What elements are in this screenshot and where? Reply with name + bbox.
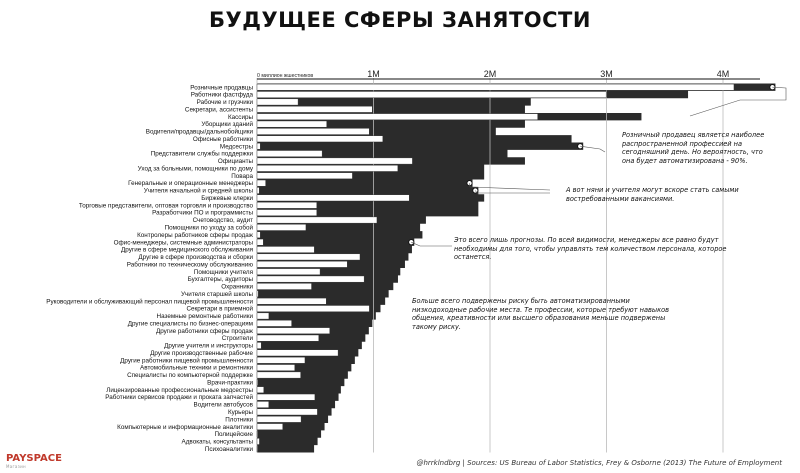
category-label-24: Работники по техническому обслуживанию [126, 261, 253, 269]
automation-bar-40 [257, 379, 258, 385]
category-label-15: Биржевые клерки [201, 194, 253, 202]
category-label-8: Медсестры [219, 143, 253, 151]
category-label-46: Компьютерные и информационные аналитики [117, 423, 253, 431]
category-label-29: Руководители и обслуживающий персонал пищевой промышленности [46, 298, 253, 306]
category-label-7: Офисные работники [192, 135, 253, 143]
automation-bar-45 [257, 416, 301, 422]
automation-bar-0 [257, 84, 734, 90]
x-tick-label-1: 1M [367, 69, 380, 79]
category-label-34: Строители [221, 335, 253, 343]
automation-bar-24 [257, 261, 347, 267]
category-label-2: Рабочие и грузчики [196, 99, 253, 107]
category-label-42: Работники сервисов продажи и проката запчастей [105, 394, 253, 402]
automation-bar-12 [257, 173, 352, 179]
category-label-13: Генеральные и операционные менеджеры [128, 180, 253, 188]
automation-bar-35 [257, 342, 261, 348]
automation-bar-44 [257, 409, 317, 415]
automation-bar-37 [257, 357, 305, 363]
automation-bar-6 [257, 128, 369, 134]
automation-bar-30 [257, 305, 369, 311]
automation-bar-20 [257, 232, 260, 238]
leader-line-21 [411, 242, 452, 246]
leader-line-8 [580, 146, 605, 152]
marker-21 [409, 240, 414, 245]
automation-bar-13 [257, 180, 266, 186]
marker-14 [473, 188, 478, 193]
category-label-6: Водители/продавцы/дальнобойщики [145, 128, 253, 136]
page-title: БУДУЩЕЕ СФЕРЫ ЗАНЯТОСТИ [209, 8, 591, 32]
automation-bar-33 [257, 328, 330, 334]
category-label-49: Психоаналитики [204, 445, 253, 453]
category-label-26: Бухгалтеры, аудиторы [187, 276, 253, 284]
annotation-managers: Это всего лишь прогнозы. По всей видимости, менеджеры все равно будут необходимы для того, чтобы управлять тем количеством персонала, которое останется. [454, 236, 727, 262]
automation-bar-17 [257, 210, 317, 216]
x-tick-label-4: 4M [716, 69, 730, 79]
category-label-44: Курьеры [227, 409, 253, 416]
automation-bar-36 [257, 350, 338, 356]
x-tick-label-0: 0 миллион жшестников [257, 73, 314, 79]
category-label-47: Полицейские [214, 431, 253, 439]
automation-bar-39 [257, 372, 301, 378]
category-label-1: Работники фастфуда [190, 91, 253, 99]
automation-bar-29 [257, 298, 326, 304]
category-label-43: Водители автобусов [193, 401, 253, 409]
automation-bar-47 [257, 431, 258, 437]
automation-bar-27 [257, 283, 312, 289]
category-label-9: Представители службы поддержки [150, 150, 253, 158]
category-label-4: Кассиры [227, 113, 253, 121]
category-label-40: Врачи-практики [207, 379, 253, 387]
category-label-45: Плотники [225, 416, 253, 424]
logo-subtitle: Магазин [6, 464, 26, 469]
automation-bar-21 [257, 239, 263, 245]
payspace-logo [6, 453, 62, 469]
automation-bar-49 [257, 446, 258, 452]
automation-bar-8 [257, 143, 260, 149]
automation-bar-26 [257, 276, 364, 282]
automation-bar-22 [257, 246, 314, 252]
automation-bar-42 [257, 394, 315, 400]
category-label-39: Специалисты по компьютерной поддержке [127, 372, 253, 380]
category-label-14: Учителя начальной и средней школы [143, 187, 253, 195]
category-label-21: Офис-менеджеры, системные администраторы [113, 239, 253, 247]
automation-bar-15 [257, 195, 409, 201]
category-label-33: Другие работники сферы продаж [155, 327, 253, 335]
automation-bar-5 [257, 121, 327, 127]
leader-line-13 [470, 183, 550, 190]
category-label-16: Торговые представители, оптовая торговля и производство [78, 202, 253, 210]
logo-text: PAYSPACE [6, 453, 62, 464]
category-label-30: Секретари в приемной [186, 305, 253, 313]
automation-bar-2 [257, 99, 298, 105]
automation-bar-3 [257, 106, 372, 112]
automation-bar-14 [257, 187, 259, 193]
category-label-5: Уборщики зданий [201, 121, 253, 129]
annotation-low-income: Больше всего подвержены риску быть автоматизированными низкодоходные рабочие места. Те профессии, которые требуют навыков общения, креативности или высшего образования меньше подвержены такому риску. [412, 297, 670, 331]
category-label-37: Другие работники пищевой промышленности [120, 357, 253, 365]
automation-bar-41 [257, 387, 264, 393]
automation-bar-34 [257, 335, 319, 341]
category-label-3: Секретари, ассистенты [184, 106, 253, 114]
category-label-41: Лицензированные профессиональные медсестры [106, 386, 253, 394]
leader-line-0 [690, 87, 786, 116]
automation-bar-9 [257, 151, 322, 157]
x-tick-label-3: 3M [600, 69, 613, 79]
leader-line-14 [475, 191, 550, 193]
category-label-19: Помощники по уходу за собой [164, 224, 253, 232]
annotation-teachers: А вот няни и учителя могут вскоре стать самыми востребованными вакансиями. [566, 186, 739, 203]
category-label-36: Другие производственные рабочие [150, 349, 253, 357]
category-label-28: Учителя старшей школы [181, 290, 253, 298]
category-label-10: Официанты [217, 158, 253, 166]
category-label-18: Счетоводство, аудит [192, 217, 253, 225]
category-label-27: Охранники [221, 283, 253, 291]
category-label-31: Наземные ремонтные работники [156, 313, 253, 321]
category-label-48: Адвокаты, консультанты [181, 438, 253, 446]
automation-bar-38 [257, 365, 295, 371]
category-label-32: Другие специалисты по бизнес-операциям [127, 320, 253, 328]
automation-bar-19 [257, 224, 306, 230]
category-label-11: Уход за больными, помощники по дому [137, 165, 253, 173]
automation-bar-4 [257, 114, 538, 120]
automation-bar-43 [257, 401, 269, 407]
annotation-retail: Розничный продавец является наиболее распространенной профессией на сегодняшний день. Но вероятность, что она будет автоматизирована - 90%. [622, 131, 765, 165]
category-label-12: Повара [231, 172, 253, 180]
automation-bar-11 [257, 165, 398, 171]
category-label-25: Помощники учителя [193, 268, 253, 276]
automation-bar-28 [257, 291, 258, 297]
automation-bar-16 [257, 202, 317, 208]
category-label-20: Контролеры работников сферы продаж [137, 231, 253, 239]
category-label-35: Другие учителя и инструкторы [164, 342, 253, 350]
category-label-0: Розничные продавцы [190, 84, 253, 92]
x-tick-label-2: 2M [483, 69, 497, 79]
automation-bar-7 [257, 136, 383, 142]
automation-bar-31 [257, 313, 269, 319]
automation-bar-25 [257, 269, 320, 275]
automation-bar-48 [257, 438, 259, 444]
automation-bar-32 [257, 320, 292, 326]
automation-bar-10 [257, 158, 412, 164]
category-label-38: Автомобильные техники и ремонтники [140, 364, 253, 372]
automation-bar-23 [257, 254, 360, 260]
category-label-22: Другие в сфере медицинского обслуживания [121, 246, 253, 254]
footer-credit: @hrrklndbrg | Sources: US Bureau of Labor Statistics, Frey & Osborne (2013) The Future of Employment [416, 459, 782, 467]
automation-bar-1 [257, 91, 606, 97]
category-label-23: Другие в сфере производства и сборки [138, 254, 253, 262]
automation-bar-18 [257, 217, 377, 223]
category-label-17: Разработчики ПО и программисты [152, 209, 253, 217]
automation-bar-46 [257, 424, 283, 430]
